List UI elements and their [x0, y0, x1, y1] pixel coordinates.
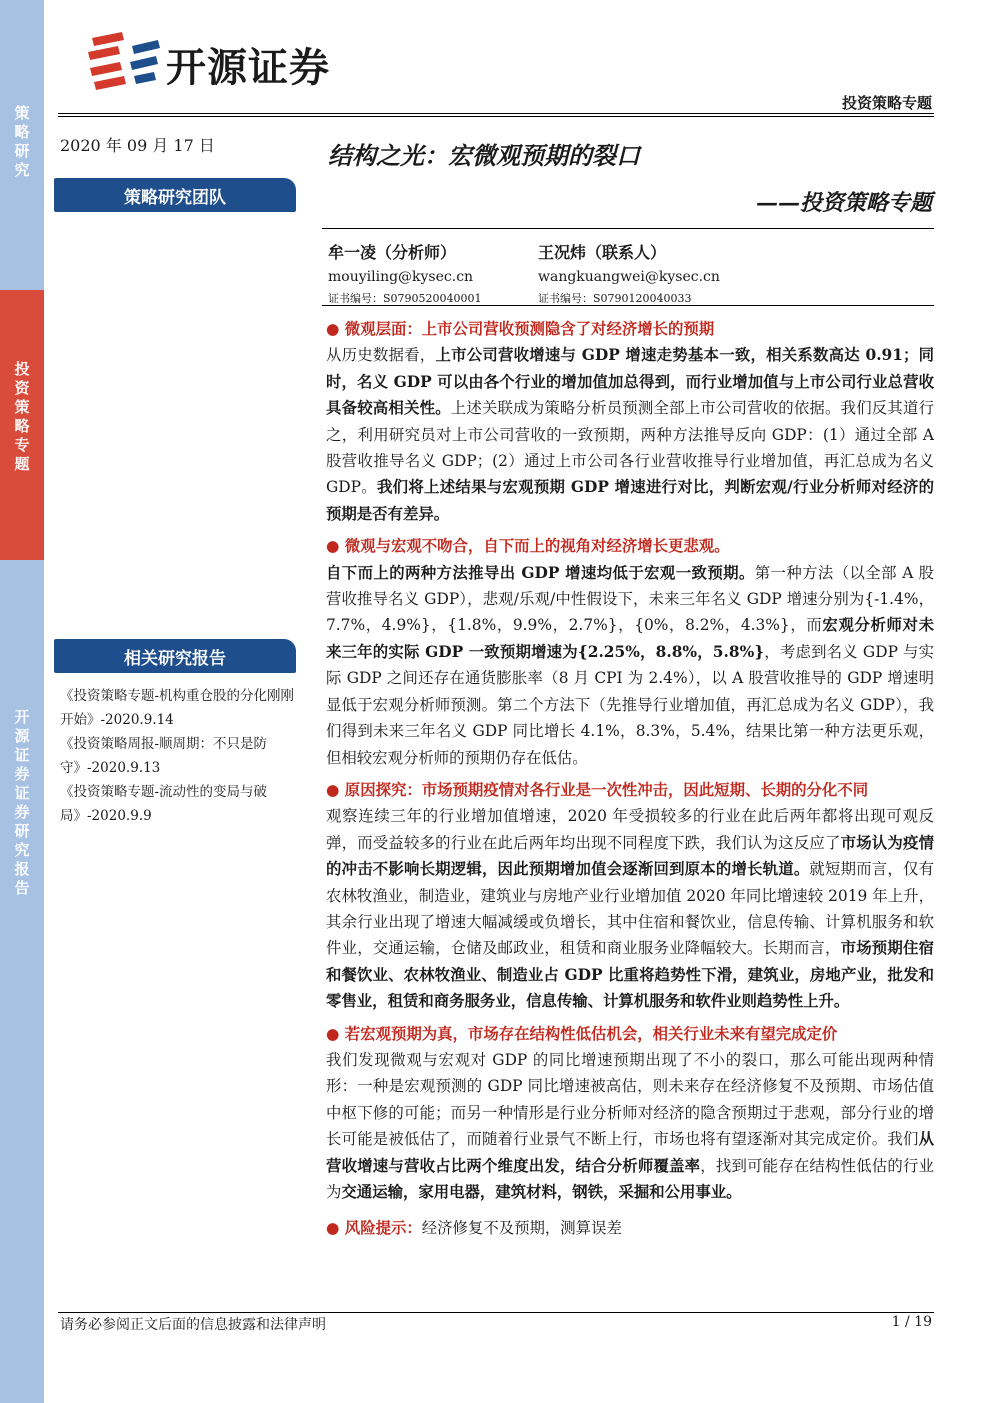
related-report-item[interactable]: 《投资策略专题-机构重仓股的分化刚刚开始》-2020.9.14	[60, 688, 295, 728]
bullet-icon: ●	[326, 1219, 340, 1238]
section-paragraph: 我们发现微观与宏观对 GDP 的同比增速预期出现了不小的裂口，那么可能出现两种情形：一种是宏观预测的 GDP 同比增速被高估，则未来存在经济修复不及预期、市场估值中枢下修的可能；而另一种情形是行业分析师对经济的隐含预期过于悲观，部分行业的增长可能是被低估了，而随着行业景气不断上行，市场也将有望逐渐对其完成定价。我们从营收增速与营收占比两个维度出发，结合分析师覆盖率，找到可能存在结构性低估的行业为交通运输，家用电器，建筑材料，钢铁，采掘和公用事业。	[326, 1050, 934, 1201]
author-email[interactable]: wangkuangwei@kysec.cn	[538, 269, 720, 285]
author-2	[538, 240, 720, 306]
report-subtitle: ——投资策略专题	[755, 190, 932, 216]
author-cert: 证书编号：S0790520040001	[328, 292, 482, 305]
header-category: 投资策略专题	[841, 94, 932, 112]
title-divider	[322, 228, 934, 229]
section-mismatch	[326, 533, 934, 771]
section-heading: ● 若宏观预期为真，市场存在结构性低估机会，相关行业未来有望完成定价	[326, 1024, 838, 1043]
section-risk	[326, 1215, 934, 1241]
sidebar-top-label: 策略研究	[14, 104, 30, 179]
section-heading: ● 微观与宏观不吻合，自下而上的视角对经济增长更悲观。	[326, 537, 730, 556]
section-paragraph: 观察连续三年的行业增加值增速，2020 年受损较多的行业在此后两年都将出现可观反弹，而受益较多的行业在此后两年均出现不同程度下跌，我们认为这反应了市场认为疫情的冲击不影响长期逻辑，因此预期增加值会逐渐回到原本的增长轨道。就短期而言，仅有农林牧渔业，制造业，建筑业与房地产业行业增加值 2020 年同比增速较 2019 年上升，其余行业出现了增速大幅减缓或负增长，其中住宿和餐饮业，信息传输、计算机服务和软件业，交通运输，仓储及邮政业，租赁和商业服务业降幅较大。长期而言，市场预期住宿和餐饮业、农林牧渔业、制造业占 GDP 比重将趋势性下滑，建筑业，房地产业，批发和零售业，租赁和商务服务业，信息传输、计算机服务和软件业则趋势性上升。	[326, 807, 934, 1011]
sidebar-bottom	[0, 560, 44, 1403]
header-rule	[58, 113, 934, 114]
author-cert: 证书编号：S0790120040033	[538, 292, 692, 305]
bullet-icon: ●	[326, 780, 340, 799]
author-name: 王况炜（联系人）	[538, 243, 667, 262]
section-heading: ● 风险提示：	[326, 1219, 422, 1238]
author-1	[328, 240, 482, 306]
header-rule-thin	[58, 116, 934, 117]
related-report-item[interactable]: 《投资策略专题-流动性的变局与破局》-2020.9.9	[60, 784, 268, 824]
team-label: 策略研究团队	[54, 178, 296, 212]
section-heading: ● 原因探究：市场预期疫情对各行业是一次性冲击，因此短期、长期的分化不同	[326, 780, 869, 799]
section-paragraph: 从历史数据看，上市公司营收增速与 GDP 增速走势基本一致，相关系数高达 0.91；同时，名义 GDP 可以由各个行业的增加值加总得到，而行业增加值与上市公司行业总营收具备较高相关性。上述关联成为策略分析员预测全部上市公司营收的依据。我们反其道行之，利用研究员对上市公司营收的一致预期，两种方法推导反向 GDP：(1）通过全部 A 股营收推导名义 GDP；(2）通过上市公司各行业营收推导行业增加值，再汇总成为名义 GDP。我们将上述结果与宏观预期 GDP 增速进行对比，判断宏观/行业分析师对经济的预期是否有差异。	[326, 346, 934, 523]
section-heading: ● 微观层面：上市公司营收预测隐含了对经济增长的预期	[326, 320, 715, 338]
report-body	[326, 316, 934, 1246]
section-paragraph: 自下而上的两种方法推导出 GDP 增速均低于宏观一致预期。第一种方法（以全部 A 股营收推导名义 GDP），悲观/乐观/中性假设下，未来三年名义 GDP 增速分别为{-1.4%，7.7%，4.9%}，{1.8%，9.9%，2.7%}，{0%，8.2%，4.3%}，而宏观分析师对未来三年的实际 GDP 一致预期增速为{2.25%，8.8%，5.8%}，考虑到名义 GDP 与实际 GDP 之间还存在通货膨胀率（8 月 CPI 为 2.4%），以 A 股营收推导的 GDP 增速明显低于宏观分析师预测。第二个方法下（先推导行业增加值，再汇总成为名义 GDP），我们得到未来三年名义 GDP 同比增长 4.1%，8.3%，5.4%，结果比第一种方法更乐观，但相较宏观分析师的预期仍存在低估。	[326, 563, 934, 767]
section-reason	[326, 777, 934, 1015]
section-opportunity	[326, 1021, 934, 1206]
bullet-icon: ●	[326, 1024, 340, 1043]
footer-rule	[58, 1312, 934, 1313]
brand-name: 开源证券	[166, 45, 330, 91]
related-reports-list	[60, 684, 306, 828]
author-name: 牟一凌（分析师）	[328, 243, 457, 262]
author-email[interactable]: mouyiling@kysec.cn	[328, 269, 474, 285]
bullet-icon: ●	[326, 320, 340, 338]
sidebar-mid-label: 投资策略专题	[14, 360, 30, 473]
report-date: 2020 年 09 月 17 日	[60, 136, 215, 155]
report-title: 结构之光：宏微观预期的裂口	[328, 141, 640, 170]
related-report-item[interactable]: 《投资策略周报-顺周期：不只是防守》-2020.9.13	[60, 736, 268, 776]
related-reports-label: 相关研究报告	[54, 639, 296, 673]
section-micro	[326, 316, 934, 527]
risk-text: 经济修复不及预期，测算误差	[421, 1219, 622, 1238]
author-divider	[322, 305, 934, 306]
page-number: 1 / 19	[891, 1314, 932, 1330]
sidebar-bottom-label: 开源证券 证券研究报告	[14, 708, 30, 897]
footer-disclaimer: 请务必参阅正文后面的信息披露和法律声明	[60, 1317, 326, 1333]
bullet-icon: ●	[326, 537, 340, 556]
